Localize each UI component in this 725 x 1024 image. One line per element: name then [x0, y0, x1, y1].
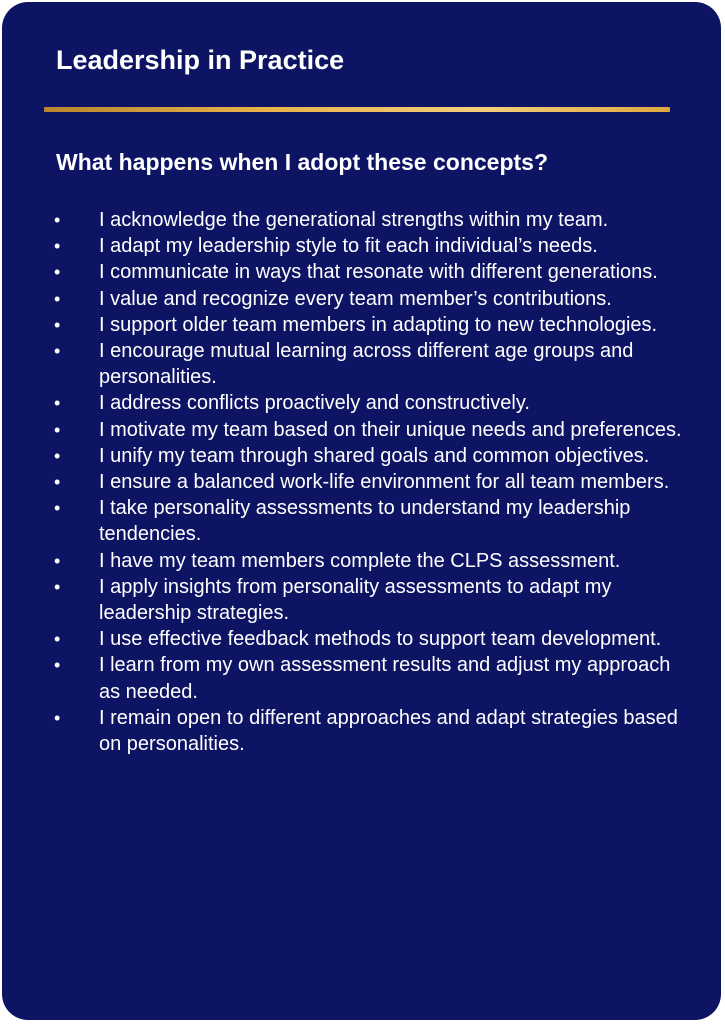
- bullet-icon: •: [54, 498, 61, 519]
- content-card: [2, 2, 721, 1020]
- bullet-icon: •: [54, 393, 61, 414]
- list-item-text: I unify my team through shared goals and common objectives.: [99, 444, 650, 467]
- bullet-icon: •: [54, 550, 61, 571]
- bullet-icon: •: [54, 236, 61, 257]
- bullet-icon: •: [54, 576, 61, 597]
- list-item-text: I ensure a balanced work-life environment for all team members.: [99, 471, 670, 494]
- bullet-icon: •: [54, 341, 61, 362]
- list-item-text: I encourage mutual learning across different age groups and personalities.: [99, 340, 634, 389]
- list-item: [54, 443, 694, 469]
- list-item-text: I communicate in ways that resonate with different generations.: [99, 261, 658, 284]
- list-item-text: I acknowledge the generational strengths within my team.: [99, 209, 609, 231]
- bullet-icon: •: [54, 655, 61, 676]
- list-item: [54, 390, 694, 416]
- list-item: [54, 705, 694, 757]
- list-item: [54, 469, 694, 495]
- list-item-text: I remain open to different approaches and adapt strategies based on personalities.: [99, 706, 678, 756]
- list-item-text: I apply insights from personality assessments to adapt my leadership strategies.: [99, 575, 612, 625]
- list-item-text: I learn from my own assessment results and adjust my approach as needed.: [99, 654, 671, 703]
- list-item-text: I address conflicts proactively and constructively.: [99, 392, 530, 415]
- list-item: [54, 574, 694, 626]
- list-item: [54, 259, 694, 285]
- list-item-text: I have my team members complete the CLPS assessment.: [99, 549, 621, 572]
- list-item: [54, 338, 694, 390]
- bullet-list: [54, 207, 694, 757]
- bullet-icon: •: [54, 210, 61, 230]
- list-item-text: I adapt my leadership style to fit each individual’s needs.: [99, 235, 598, 258]
- list-item: [54, 233, 694, 259]
- list-item-text: I use effective feedback methods to support team development.: [99, 628, 662, 651]
- bullet-icon: •: [54, 262, 61, 283]
- list-item-text: I take personality assessments to understand my leadership tendencies.: [99, 497, 631, 546]
- bullet-icon: •: [54, 707, 61, 728]
- bullet-icon: •: [54, 629, 61, 650]
- bullet-icon: •: [54, 419, 61, 440]
- bullet-icon: •: [54, 288, 61, 309]
- list-item: [54, 312, 694, 338]
- list-item: [54, 652, 694, 704]
- list-item: [54, 207, 694, 233]
- list-item: [54, 286, 694, 312]
- list-item: [54, 626, 694, 652]
- bullet-icon: •: [54, 314, 61, 335]
- bullet-icon: •: [54, 445, 61, 466]
- list-item: [54, 548, 694, 574]
- list-item: [54, 495, 694, 547]
- section-question: What happens when I adopt these concepts?: [56, 149, 548, 175]
- bullet-icon: •: [54, 472, 61, 493]
- list-item: [54, 417, 694, 443]
- list-item-text: I motivate my team based on their unique needs and preferences.: [99, 418, 682, 441]
- list-item-text: I value and recognize every team member’s contributions.: [99, 287, 612, 310]
- list-item-text: I support older team members in adapting to new technologies.: [99, 313, 658, 336]
- title-divider: [44, 107, 670, 112]
- page-title: Leadership in Practice: [56, 45, 345, 75]
